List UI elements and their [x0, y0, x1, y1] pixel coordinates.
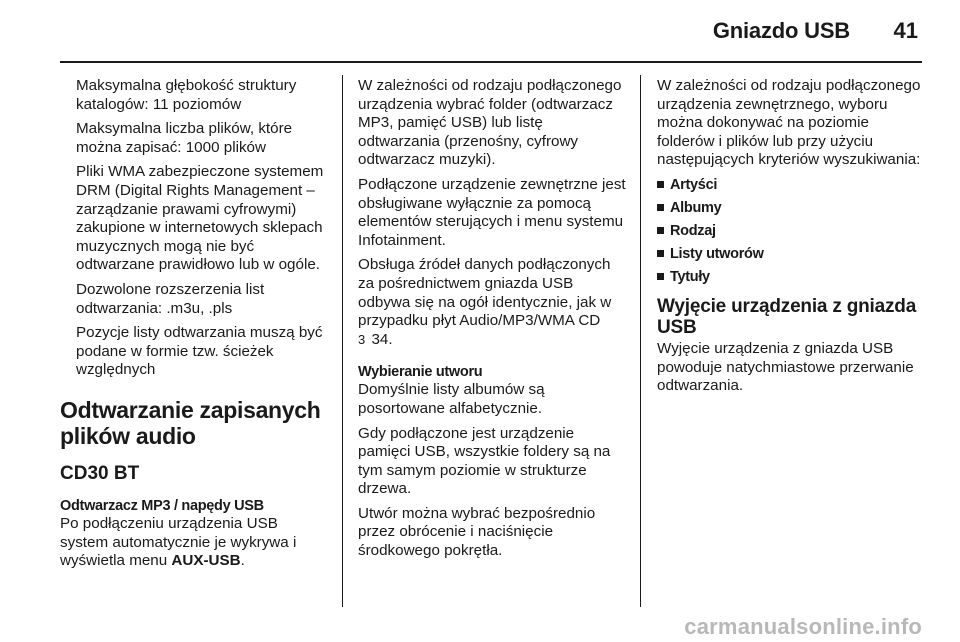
- paragraph-usb-operation-text: Obsługa źródeł danych podłączonych za pośrednictwem gniazda USB odbywa się na ogół identycznie, jak w przypadku płyt Audio/MP3/WMA CD: [358, 256, 612, 330]
- heading-remove-usb: Wyjęcie urządzenia z gniazda USB: [657, 295, 917, 338]
- paragraph-playlist-extensions: Dozwolone rozszerzenia list odtwarzania: .m3u, .pls: [76, 280, 265, 317]
- page-reference-icon: 3: [358, 331, 366, 347]
- paragraph-folder-levels: Gdy podłączone jest urządzenie pamięci USB, wszystkie foldery są na tym samym poziomie w strukturze drzewa.: [358, 424, 611, 498]
- column-2: [358, 77, 628, 567]
- bullet-square-icon: [657, 227, 664, 234]
- paragraph-usb-operation: [358, 256, 628, 349]
- paragraph-remove-usb: Wyjęcie urządzenia z gniazda USB powoduje natychmiastowe przerwanie odtwarzania.: [657, 339, 914, 395]
- paragraph-select-folder: W zależności od rodzaju podłączonego urządzenia wybrać folder (odtwarzacz MP3, pamięć USB) lub listę odtwarzania (przenośny, cyfrowy odtwarzacz muzyki).: [358, 77, 622, 169]
- watermark: carmanualsonline.info: [684, 614, 922, 639]
- heading-play-saved-files: Odtwarzanie zapisanych plików audio: [60, 396, 321, 449]
- list-item: Artyści: [657, 176, 925, 194]
- heading-mp3-usb: Odtwarzacz MP3 / napędy USB: [60, 497, 264, 514]
- column-divider-2: [640, 75, 641, 607]
- paragraph-search-criteria: W zależności od rodzaju podłączonego urządzenia zewnętrznego, wyboru można dokonywać na poziomie folderów i plików lub przy użyciu następujących kryteriów wyszukiwania:: [657, 77, 921, 169]
- search-criteria-list: [657, 176, 925, 286]
- column-divider-1: [342, 75, 343, 607]
- page-header-title: Gniazdo USB: [712, 18, 850, 43]
- paragraph-usb-detect-end: .: [240, 552, 245, 570]
- bullet-square-icon: [657, 250, 664, 257]
- page-number: 41: [893, 18, 918, 43]
- heading-cd30bt: CD30 BT: [60, 462, 140, 484]
- paragraph-max-depth: Maksymalna głębokość struktury katalogów: 11 poziomów: [76, 77, 297, 113]
- column-1: [60, 77, 325, 577]
- header-rule: [60, 61, 922, 63]
- menu-name-aux-usb: AUX-USB: [171, 552, 241, 570]
- bullet-square-icon: [657, 181, 664, 188]
- bullet-square-icon: [657, 273, 664, 280]
- paragraph-infotainment-control: Podłączone urządzenie zewnętrzne jest obsługiwane wyłącznie za pomocą elementów sterujących i menu systemu Infotainment.: [358, 175, 626, 249]
- page-reference-link[interactable]: 34.: [371, 330, 393, 348]
- paragraph-playlist-paths: Pozycje listy odtwarzania muszą być podane w formie tzw. ścieżek względnych: [76, 324, 323, 379]
- heading-track-selection: Wybieranie utworu: [358, 364, 483, 381]
- paragraph-usb-detect: [60, 515, 325, 571]
- list-item: Rodzaj: [657, 222, 925, 240]
- paragraph-drm: Pliki WMA zabezpieczone systemem DRM (Digital Rights Management – zarządzanie prawami cyfrowymi) zakupione w internetowych sklepach muzycznych mogą nie być odtwarzane prawidłowo lub w ogóle.: [76, 163, 324, 274]
- list-item: Albumy: [657, 199, 925, 217]
- paragraph-select-knob: Utwór można wybrać bezpośrednio przez obrócenie i naciśnięcie środkowego pokrętła.: [358, 504, 596, 560]
- column-3: [657, 77, 925, 402]
- list-item: Tytuły: [657, 268, 925, 286]
- bullet-square-icon: [657, 204, 664, 211]
- paragraph-album-sort: Domyślnie listy albumów są posortowane alfabetycznie.: [358, 381, 545, 417]
- paragraph-usb-detect-text: Po podłączeniu urządzenia USB system automatycznie je wykrywa i wyświetla menu: [60, 514, 297, 570]
- paragraph-max-files: Maksymalna liczba plików, które można zapisać: 1000 plików: [76, 120, 293, 156]
- list-item: Listy utworów: [657, 245, 925, 263]
